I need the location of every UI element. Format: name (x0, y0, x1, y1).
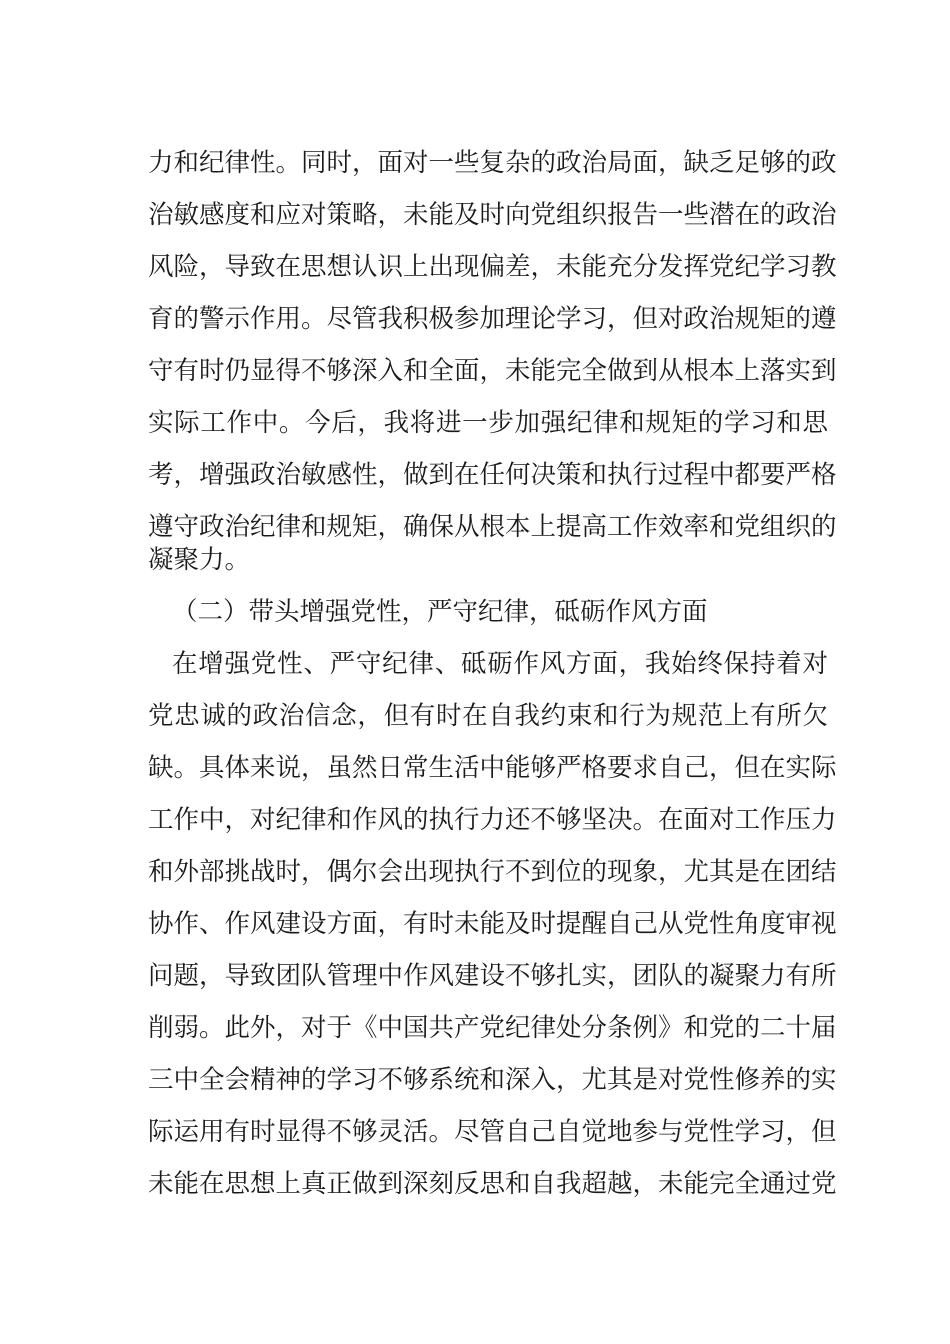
text-line: 际运用有时显得不够灵活。尽管自己自觉地参与党性学习，但 (148, 1117, 837, 1147)
text-line: 考，增强政治敏感性，做到在任何决策和执行过程中都要严格 (148, 460, 837, 490)
text-line: 育的警示作用。尽管我积极参加理论学习，但对政治规矩的遵 (148, 304, 837, 334)
text-line: 治敏感度和应对策略，未能及时向党组织报告一些潜在的政治 (148, 200, 837, 230)
text-line: 协作、作风建设方面，有时未能及时提醒自己从党性角度审视 (148, 909, 837, 939)
text-line: 工作中，对纪律和作风的执行力还不够坚决。在面对工作压力 (148, 805, 837, 835)
text-line: 未能在思想上真正做到深刻反思和自我超越，未能完全通过党 (148, 1169, 837, 1199)
text-line: 风险，导致在思想认识上出现偏差，未能充分发挥党纪学习教 (148, 252, 837, 282)
text-line: 在增强党性、严守纪律、砥砺作风方面，我始终保持着对 (172, 649, 828, 679)
text-line: 党忠诚的政治信念，但有时在自我约束和行为规范上有所欠 (148, 701, 828, 731)
text-line: 实际工作中。今后，我将进一步加强纪律和规矩的学习和思 (148, 408, 828, 438)
text-line: 缺。具体来说，虽然日常生活中能够严格要求自己，但在实际 (148, 753, 837, 783)
text-line: 三中全会精神的学习不够系统和深入，尤其是对党性修养的实 (148, 1065, 837, 1095)
section-heading: （二）带头增强党性，严守纪律，砥砺作风方面 (172, 597, 708, 627)
text-line: 问题，导致团队管理中作风建设不够扎实，团队的凝聚力有所 (148, 961, 837, 991)
text-line: 力和纪律性。同时，面对一些复杂的政治局面，缺乏足够的政 (148, 148, 837, 178)
text-line: 遵守政治纪律和规矩，确保从根本上提高工作效率和党组织的 (148, 512, 837, 542)
text-line: 和外部挑战时，偶尔会出现执行不到位的现象，尤其是在团结 (148, 857, 837, 887)
text-line: 守有时仍显得不够深入和全面，未能完全做到从根本上落实到 (148, 356, 837, 386)
text-line: 削弱。此外，对于《中国共产党纪律处分条例》和党的二十届 (148, 1013, 837, 1043)
text-line: 凝聚力。 (148, 545, 251, 575)
